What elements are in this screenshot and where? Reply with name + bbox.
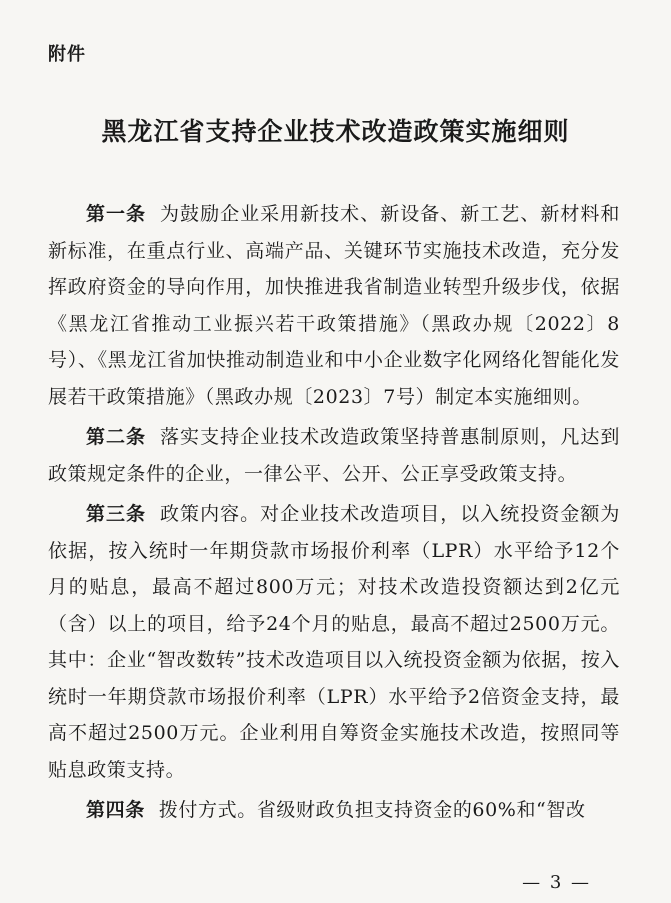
page-number: — 3 — bbox=[522, 872, 591, 893]
article-4-label: 第四条 bbox=[86, 799, 145, 821]
article-3 bbox=[48, 496, 620, 788]
article-2 bbox=[48, 419, 620, 492]
article-3-text: 政策内容。对企业技术改造项目，以入统投资金额为依据，按入统时一年期贷款市场报价利率（LPR）水平给予12个月的贴息，最高不超过800万元；对技术改造投资额达到2亿元（含）以上的项目，给予24个月的贴息，最高不超过2500万元。其中：企业“智改数转”技术改造项目以入统投资金额为依据，按入统时一年期贷款市场报价利率（LPR）水平给予2倍资金支持，最高不超过2500万元。企业利用自筹资金实施技术改造，按照同等贴息政策支持。 bbox=[48, 503, 620, 781]
article-1 bbox=[48, 196, 620, 415]
document-body bbox=[48, 196, 620, 833]
document-title: 黑龙江省支持企业技术改造政策实施细则 bbox=[101, 117, 570, 146]
article-4 bbox=[48, 792, 620, 829]
article-4-text: 拨付方式。省级财政负担支持资金的60%和“智改 bbox=[158, 799, 586, 821]
article-2-text: 落实支持企业技术改造政策坚持普惠制原则，凡达到政策规定条件的企业，一律公平、公开、公正享受政策支持。 bbox=[48, 426, 620, 485]
article-2-label: 第二条 bbox=[86, 426, 147, 448]
article-3-label: 第三条 bbox=[86, 503, 147, 525]
attachment-label: 附件 bbox=[48, 44, 86, 65]
article-1-text: 为鼓励企业采用新技术、新设备、新工艺、新材料和新标准，在重点行业、高端产品、关键环节实施技术改造，充分发挥政府资金的导向作用，加快推进我省制造业转型升级步伐，依据《黑龙江省推动工业振兴若干政策措施》（黑政办规〔2022〕8号）、《黑龙江省加快推动制造业和中小企业数字化网络化智能化发展若干政策措施》（黑政办规〔2023〕7号）制定本实施细则。 bbox=[48, 203, 620, 408]
article-1-label: 第一条 bbox=[86, 203, 147, 225]
